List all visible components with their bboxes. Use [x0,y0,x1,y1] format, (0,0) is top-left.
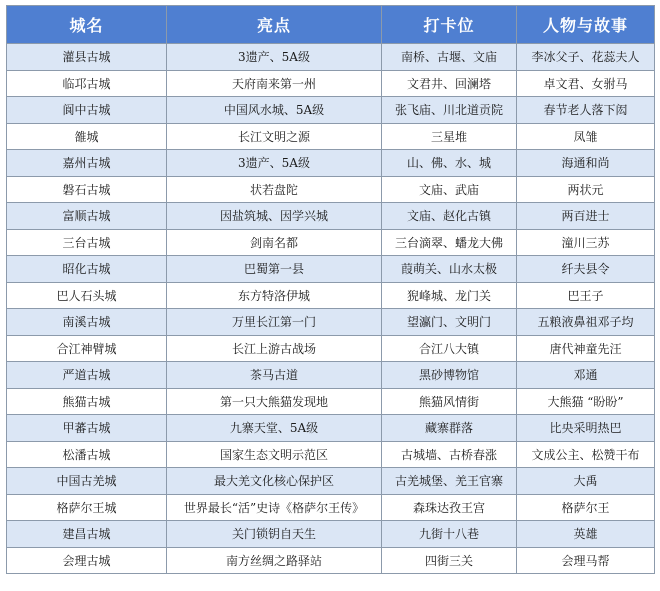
ancient-city-table [6,5,655,574]
table-row [7,309,655,336]
cell-highlight: 南方丝绸之路驿站 [167,547,382,574]
cell-checkin-spot: 葭萌关、山水太极 [382,256,517,283]
table-row [7,547,655,574]
table-row [7,70,655,97]
cell-highlight: 巴蜀第一县 [167,256,382,283]
cell-highlight: 剑南名都 [167,229,382,256]
table-row [7,415,655,442]
cell-city-name: 昭化古城 [7,256,167,283]
cell-checkin-spot: 文庙、武庙 [382,176,517,203]
cell-people-stories: 唐代神童先汪 [517,335,655,362]
cell-city-name: 雒城 [7,123,167,150]
cell-checkin-spot: 藏寨群落 [382,415,517,442]
header-checkin-spot: 打卡位 [382,6,517,44]
cell-highlight: 世界最长“活”史诗《格萨尔王传》 [167,494,382,521]
cell-checkin-spot: 古城墙、古桥春涨 [382,441,517,468]
cell-checkin-spot: 合江八大镇 [382,335,517,362]
table-row [7,441,655,468]
cell-city-name: 甲蕃古城 [7,415,167,442]
table-row [7,123,655,150]
cell-checkin-spot: 文庙、赵化古镇 [382,203,517,230]
cell-checkin-spot: 三台滴翠、蟠龙大佛 [382,229,517,256]
cell-checkin-spot: 南桥、古堰、文庙 [382,44,517,71]
cell-city-name: 松潘古城 [7,441,167,468]
cell-highlight: 长江文明之源 [167,123,382,150]
cell-people-stories: 大禹 [517,468,655,495]
cell-checkin-spot: 古羌城堡、羌王官寨 [382,468,517,495]
cell-people-stories: 英雄 [517,521,655,548]
cell-checkin-spot: 望瀛门、文明门 [382,309,517,336]
cell-checkin-spot: 猊峰城、龙门关 [382,282,517,309]
cell-people-stories: 两状元 [517,176,655,203]
cell-city-name: 建昌古城 [7,521,167,548]
cell-city-name: 巴人石头城 [7,282,167,309]
table-row [7,521,655,548]
table-row [7,494,655,521]
cell-highlight: 3遗产、5A级 [167,150,382,177]
table-body [7,44,655,574]
cell-checkin-spot: 熊猫风情街 [382,388,517,415]
cell-people-stories: 李冰父子、花蕊夫人 [517,44,655,71]
table-row [7,256,655,283]
cell-people-stories: 比央采明热巴 [517,415,655,442]
table-row [7,282,655,309]
cell-checkin-spot: 黑砂博物馆 [382,362,517,389]
cell-city-name: 合江神臂城 [7,335,167,362]
cell-highlight: 关门锁钥自天生 [167,521,382,548]
cell-people-stories: 两百进士 [517,203,655,230]
cell-highlight: 茶马古道 [167,362,382,389]
cell-checkin-spot: 森珠达孜王宫 [382,494,517,521]
cell-highlight: 九寨天堂、5A级 [167,415,382,442]
cell-highlight: 长江上游古战场 [167,335,382,362]
cell-city-name: 阆中古城 [7,97,167,124]
cell-city-name: 富顺古城 [7,203,167,230]
table-row [7,229,655,256]
cell-city-name: 中国古羌城 [7,468,167,495]
cell-city-name: 格萨尔王城 [7,494,167,521]
cell-checkin-spot: 九街十八巷 [382,521,517,548]
table-row [7,468,655,495]
cell-highlight: 因盐筑城、因学兴城 [167,203,382,230]
cell-people-stories: 春节老人落下闳 [517,97,655,124]
cell-highlight: 最大羌文化核心保护区 [167,468,382,495]
table-row [7,44,655,71]
table-row [7,362,655,389]
cell-people-stories: 会理马帮 [517,547,655,574]
cell-checkin-spot: 张飞庙、川北道贡院 [382,97,517,124]
cell-city-name: 南溪古城 [7,309,167,336]
cell-people-stories: 文成公主、松赞干布 [517,441,655,468]
cell-people-stories: 邓通 [517,362,655,389]
table-row [7,97,655,124]
cell-city-name: 磐石古城 [7,176,167,203]
table-row [7,176,655,203]
cell-checkin-spot: 文君井、回澜塔 [382,70,517,97]
cell-highlight: 3遗产、5A级 [167,44,382,71]
cell-highlight: 东方特洛伊城 [167,282,382,309]
cell-people-stories: 卓文君、女驸马 [517,70,655,97]
cell-city-name: 三台古城 [7,229,167,256]
header-highlight: 亮点 [167,6,382,44]
cell-highlight: 第一只大熊猫发现地 [167,388,382,415]
cell-highlight: 中国风水城、5A级 [167,97,382,124]
cell-people-stories: 格萨尔王 [517,494,655,521]
cell-people-stories: 海通和尚 [517,150,655,177]
cell-people-stories: 凤雏 [517,123,655,150]
header-people-stories: 人物与故事 [517,6,655,44]
city-table-container [6,5,654,574]
cell-city-name: 灌县古城 [7,44,167,71]
table-row [7,335,655,362]
cell-city-name: 嘉州古城 [7,150,167,177]
cell-city-name: 严道古城 [7,362,167,389]
header-city-name: 城名 [7,6,167,44]
cell-checkin-spot: 山、佛、水、城 [382,150,517,177]
cell-highlight: 状若盘陀 [167,176,382,203]
cell-people-stories: 潼川三苏 [517,229,655,256]
cell-checkin-spot: 四街三关 [382,547,517,574]
cell-people-stories: 五粮液鼻祖邓子均 [517,309,655,336]
cell-people-stories: 巴王子 [517,282,655,309]
cell-city-name: 临邛古城 [7,70,167,97]
table-header [7,6,655,44]
header-row [7,6,655,44]
cell-highlight: 天府南来第一州 [167,70,382,97]
cell-people-stories: 大熊猫 “盼盼” [517,388,655,415]
table-row [7,388,655,415]
cell-highlight: 万里长江第一门 [167,309,382,336]
cell-city-name: 会理古城 [7,547,167,574]
table-row [7,150,655,177]
table-row [7,203,655,230]
cell-city-name: 熊猫古城 [7,388,167,415]
cell-highlight: 国家生态文明示范区 [167,441,382,468]
cell-checkin-spot: 三星堆 [382,123,517,150]
cell-people-stories: 纤夫县令 [517,256,655,283]
